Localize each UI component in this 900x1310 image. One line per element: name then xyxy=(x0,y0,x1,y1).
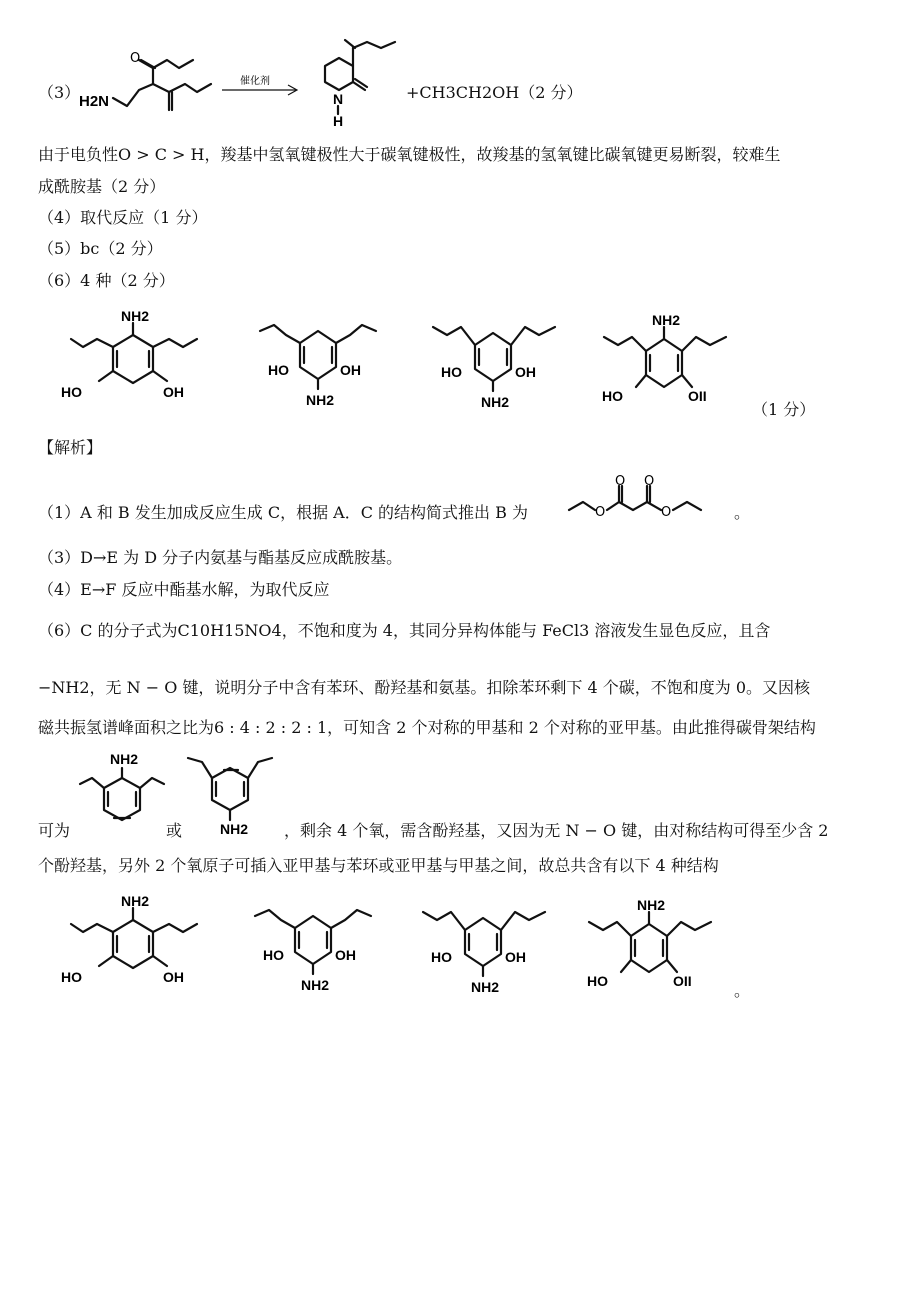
q5-answer: （5）bc（2 分） xyxy=(38,239,163,258)
svg-text:HO: HO xyxy=(587,973,608,989)
svg-text:O: O xyxy=(615,474,626,489)
svg-text:HO: HO xyxy=(431,949,452,965)
analysis-p1: （1）A 和 B 发生加成反应生成 C，根据 A．C 的结构简式推出 B 为 xyxy=(38,503,528,522)
catalyst-arrow xyxy=(220,74,300,104)
analysis-p4: （4）E→F 反应中酯基水解，为取代反应 xyxy=(38,580,330,599)
svg-text:NH2: NH2 xyxy=(220,821,249,837)
svg-text:NH2: NH2 xyxy=(471,979,500,995)
compound-b-structure xyxy=(565,474,735,524)
analysis-p6-b: −NH2，无 N − O 键，说明分子中含有苯环、酚羟基和氨基。扣除苯环剩下 4 个碳，不饱和度为 0。又因核 xyxy=(38,678,811,697)
svg-text:OH: OH xyxy=(515,364,536,380)
isomer-2-structure xyxy=(240,305,410,415)
svg-text:NH2: NH2 xyxy=(637,897,666,913)
skeleton-1-structure xyxy=(70,748,170,843)
analysis-p3: （3）D→E 为 D 分子内氨基与酯基反应成酰胺基。 xyxy=(38,548,403,567)
q3-number: （3） xyxy=(38,83,81,102)
skeleton-2-structure xyxy=(180,748,290,843)
isomer-1-structure-repeat xyxy=(35,890,225,1000)
svg-text:OH: OH xyxy=(335,947,356,963)
isomer-3-structure-repeat xyxy=(405,890,575,1000)
lactam-n: N xyxy=(333,91,344,107)
lactam-h: H xyxy=(333,113,344,129)
svg-text:OH: OH xyxy=(163,969,184,985)
reactant-structure xyxy=(75,40,225,120)
reactant-nh2: H2N xyxy=(79,93,110,110)
svg-text:OH: OH xyxy=(505,949,526,965)
svg-text:NH2: NH2 xyxy=(301,977,330,993)
score-one-point: （1 分） xyxy=(752,400,816,419)
isomer-2-structure-repeat xyxy=(235,890,405,1000)
q3-explanation-2: 成酰胺基（2 分） xyxy=(38,177,166,196)
svg-text:NH2: NH2 xyxy=(481,394,510,410)
analysis-p6-c: 磁共振氢谱峰面积之比为6 : 4 : 2 : 2 : 1，可知含 2 个对称的甲基和 2 个对称的亚甲基。由此推得碳骨架结构 xyxy=(38,718,816,737)
svg-text:O: O xyxy=(130,51,141,66)
svg-text:NH2: NH2 xyxy=(306,392,335,408)
analysis-p6-d-or: 或 xyxy=(166,821,183,840)
svg-text:NH2: NH2 xyxy=(121,893,150,909)
analysis-p6-d-start: 可为 xyxy=(38,821,71,840)
isomer-4-structure-repeat xyxy=(565,890,745,1000)
svg-text:HO: HO xyxy=(268,362,289,378)
isomer-4-structure xyxy=(580,305,760,415)
svg-text:HO: HO xyxy=(602,388,623,404)
svg-text:OII: OII xyxy=(673,973,692,989)
svg-text:HO: HO xyxy=(61,384,82,400)
analysis-p6-end: 。 xyxy=(734,981,751,1000)
analysis-p6-d-end: ，剩余 4 个氧，需含酚羟基，又因为无 N − O 键，由对称结构可得至少含 2 xyxy=(284,821,829,840)
isomer-1-structure xyxy=(35,305,225,415)
q3-explanation-1: 由于电负性O > C > H，羧基中氢氧键极性大于碳氧键极性，故羧基的氢氧键比碳氧键更易断裂，较难生 xyxy=(38,145,781,164)
svg-text:HO: HO xyxy=(263,947,284,963)
svg-text:OH: OH xyxy=(163,384,184,400)
svg-text:OH: OH xyxy=(340,362,361,378)
isomer-3-structure xyxy=(415,305,585,415)
svg-text:NH2: NH2 xyxy=(110,751,139,767)
svg-text:HO: HO xyxy=(61,969,82,985)
catalyst-label: 催化剂 xyxy=(240,76,270,87)
svg-text:HO: HO xyxy=(441,364,462,380)
svg-text:O: O xyxy=(644,474,655,489)
svg-text:O: O xyxy=(595,505,606,520)
svg-text:NH2: NH2 xyxy=(121,308,150,324)
analysis-p6-a: （6）C 的分子式为C10H15NO4，不饱和度为 4，其同分异构体能与 FeCl3 溶液发生显色反应，且含 xyxy=(38,621,771,640)
q3-plus-ethanol: +CH3CH2OH（2 分） xyxy=(406,83,583,102)
analysis-heading: 【解析】 xyxy=(38,438,103,457)
q4-answer: （4）取代反应（1 分） xyxy=(38,208,208,227)
analysis-p1-end: 。 xyxy=(734,503,751,522)
svg-text:NH2: NH2 xyxy=(652,312,681,328)
svg-text:O: O xyxy=(661,505,672,520)
svg-text:OII: OII xyxy=(688,388,707,404)
analysis-p6-e: 个酚羟基，另外 2 个氧原子可插入亚甲基与苯环或亚甲基与甲基之间，故总共含有以下 4 种结构 xyxy=(38,856,719,875)
product-lactam-structure xyxy=(305,26,405,134)
q6-answer: （6）4 种（2 分） xyxy=(38,271,175,290)
